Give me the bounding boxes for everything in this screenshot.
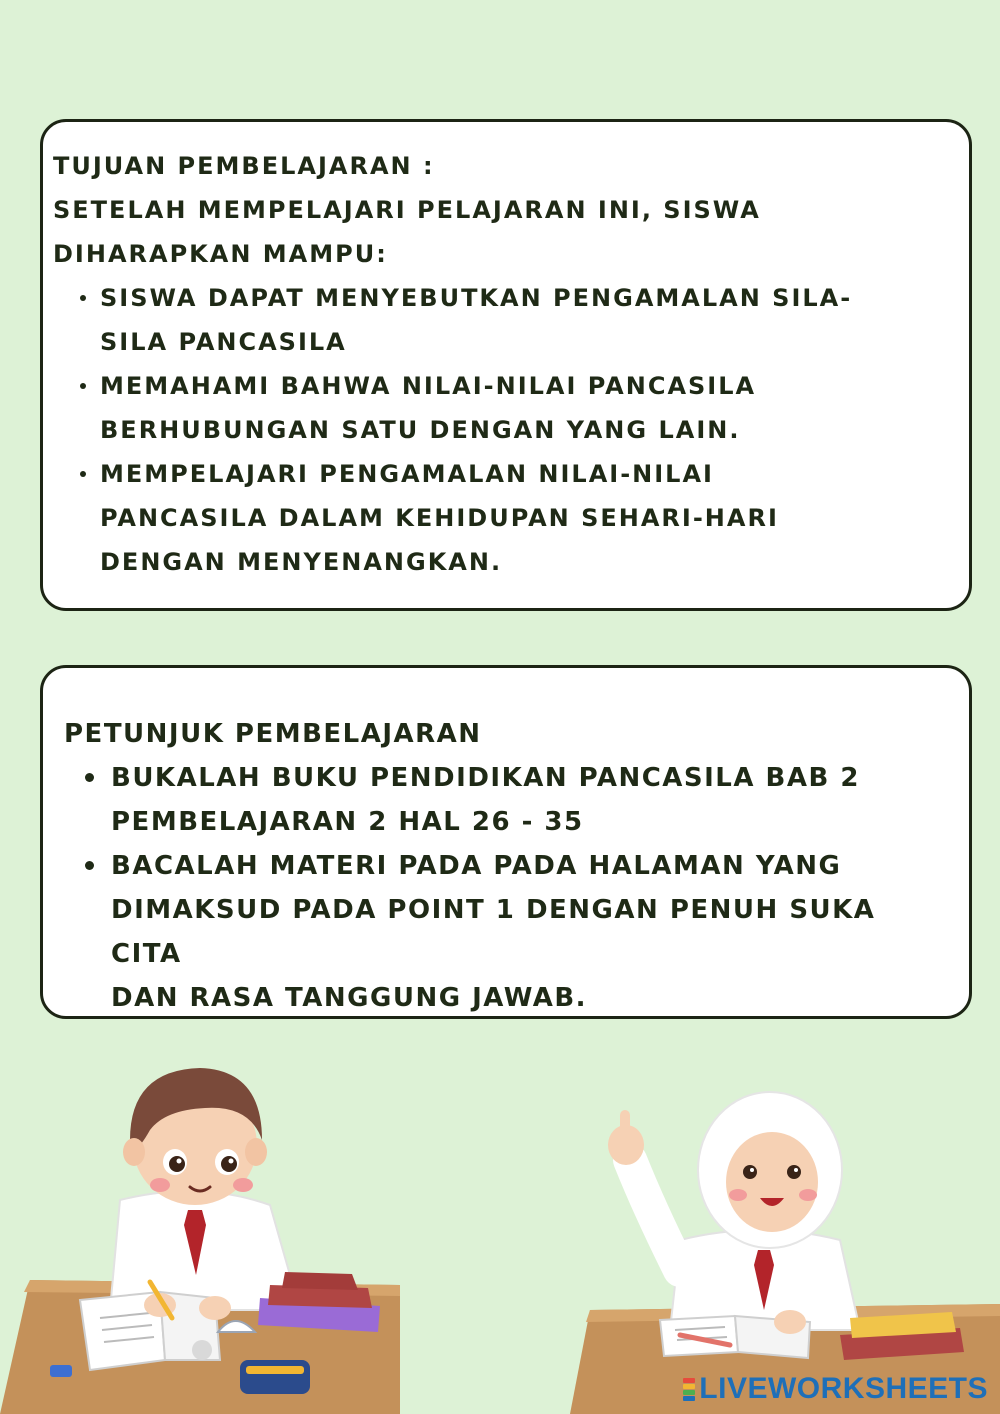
list-item-line: MEMAHAMI BAHWA NILAI-NILAI PANCASILA: [100, 372, 757, 400]
bullet-icon: [85, 861, 94, 870]
list-item-line: MEMPELAJARI PENGAMALAN NILAI-NILAI: [100, 460, 714, 488]
list-item-line: PANCASILA DALAM KEHIDUPAN SEHARI-HARI: [100, 504, 779, 532]
list-item-line: DIMAKSUD PADA POINT 1 DENGAN PENUH SUKA CITA: [111, 895, 876, 969]
list-item-line: DAN RASA TANGGUNG JAWAB.: [111, 983, 588, 1013]
list-item-line: BACALAH MATERI PADA PADA HALAMAN YANG: [111, 851, 842, 881]
boy-student-writing-illustration: [0, 1060, 420, 1414]
bullet-icon: [80, 471, 86, 477]
learning-instructions-heading: PETUNJUK PEMBELAJARAN: [64, 719, 482, 749]
list-item-line: DENGAN MENYENANGKAN.: [100, 548, 503, 576]
learning-objectives-card: [40, 119, 972, 611]
list-item-line: BERHUBUNGAN SATU DENGAN YANG LAIN.: [100, 416, 741, 444]
learning-instructions-list: [64, 756, 944, 1020]
list-item-line: SISWA DAPAT MENYEBUTKAN PENGAMALAN SILA-: [100, 284, 853, 312]
list-item: [100, 364, 953, 452]
bullet-icon: [85, 773, 94, 782]
learning-objectives-text: [53, 144, 953, 584]
watermark-text: LIVEWORKSHEETS: [699, 1372, 988, 1405]
list-item: [111, 844, 944, 1020]
learning-instructions-card: [40, 665, 972, 1019]
list-item-line: PEMBELAJARAN 2 HAL 26 - 35: [111, 807, 584, 837]
liveworksheets-watermark: [683, 1372, 988, 1406]
learning-objectives-list: [53, 276, 953, 584]
list-item-line: BUKALAH BUKU PENDIDIKAN PANCASILA BAB 2: [111, 763, 860, 793]
bullet-icon: [80, 295, 86, 301]
learning-objectives-intro-line-1: SETELAH MEMPELAJARI PELAJARAN INI, SISWA: [53, 196, 761, 224]
list-item: [111, 756, 944, 844]
learning-objectives-heading: TUJUAN PEMBELAJARAN :: [53, 152, 435, 180]
list-item-line: SILA PANCASILA: [100, 328, 347, 356]
learning-objectives-intro-line-2: DIHARAPKAN MAMPU:: [53, 240, 388, 268]
learning-instructions-text: [64, 712, 944, 1020]
list-item: [100, 452, 953, 584]
bullet-icon: [80, 383, 86, 389]
list-item: [100, 276, 953, 364]
liveworksheets-logo-icon: [683, 1378, 695, 1401]
girl-student-raising-hand-illustration: [560, 1090, 1000, 1414]
